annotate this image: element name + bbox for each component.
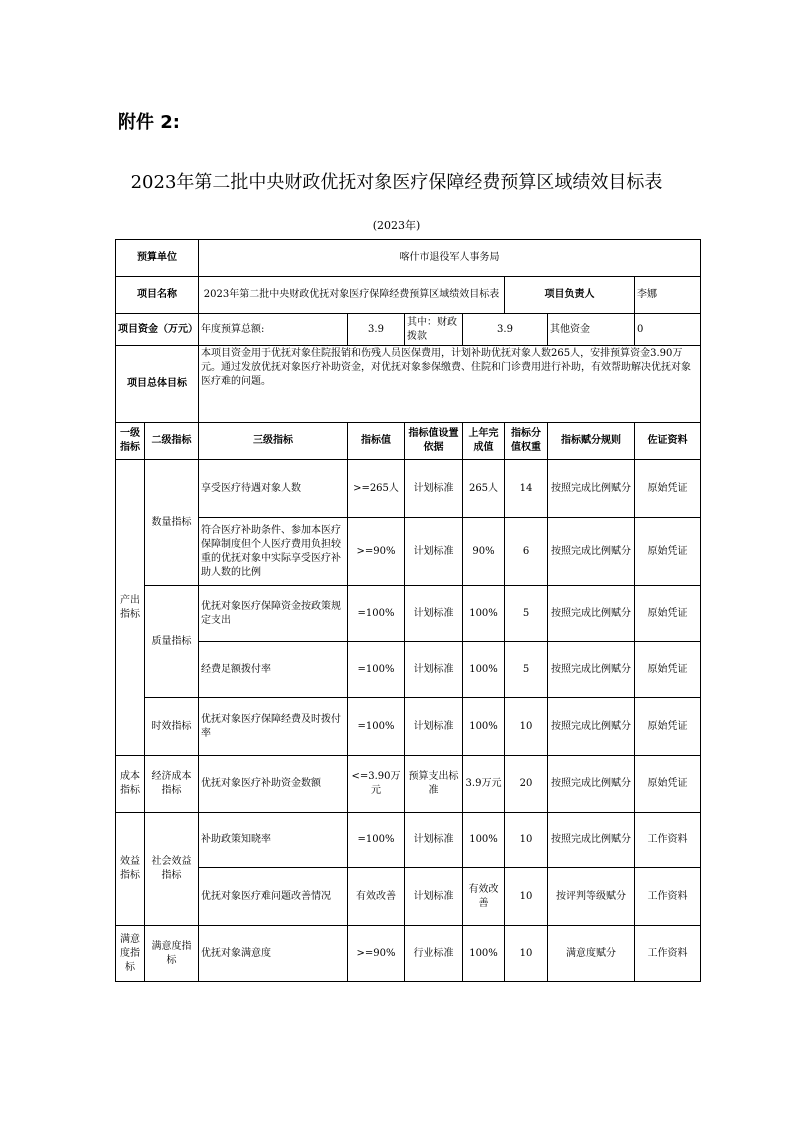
- basis-cell: 计划标准: [405, 813, 463, 868]
- header-cell: 指标赋分规则: [548, 423, 635, 460]
- value-cell: >=265人: [348, 460, 405, 518]
- rule-cell: 按照完成比例赋分: [548, 460, 635, 518]
- header-cell: 二级指标: [145, 423, 199, 460]
- weight-cell: 10: [505, 868, 548, 926]
- header-cell: 上年完成值: [463, 423, 505, 460]
- basis-cell: 预算支出标准: [405, 756, 463, 813]
- indicator-cell: 优抚对象满意度: [199, 926, 348, 982]
- last-year-cell: 有效改善: [463, 868, 505, 926]
- budget-unit-label: 预算单位: [116, 240, 199, 277]
- weight-cell: 10: [505, 698, 548, 756]
- basis-cell: 计划标准: [405, 518, 463, 586]
- last-year-cell: 100%: [463, 642, 505, 698]
- other-value: 0: [635, 314, 701, 346]
- basis-cell: 计划标准: [405, 642, 463, 698]
- evidence-cell: 原始凭证: [635, 756, 701, 813]
- header-row: [116, 423, 701, 460]
- indicator-cell: 优抚对象医疗保障资金按政策规定支出: [199, 586, 348, 642]
- value-cell: 有效改善: [348, 868, 405, 926]
- indicator-cell: 优抚对象医疗补助资金数额: [199, 756, 348, 813]
- header-cell: 指标分值权重: [505, 423, 548, 460]
- value-cell: =100%: [348, 698, 405, 756]
- weight-cell: 10: [505, 813, 548, 868]
- table-row: [116, 868, 701, 926]
- rule-cell: 按照完成比例赋分: [548, 518, 635, 586]
- rule-cell: 按照完成比例赋分: [548, 586, 635, 642]
- evidence-cell: 工作资料: [635, 926, 701, 982]
- header-cell: 佐证资料: [635, 423, 701, 460]
- indicator-cell: 经费足额拨付率: [199, 642, 348, 698]
- funds-row: [116, 314, 701, 346]
- indicator-cell: 符合医疗补助条件、参加本医疗保障制度但个人医疗费用负担较重的优抚对象中实际享受医疗补助人数的比例: [199, 518, 348, 586]
- annual-total-value: 3.9: [348, 314, 405, 346]
- funds-label: 项目资金（万元）: [116, 314, 199, 346]
- table-row: [116, 756, 701, 813]
- value-cell: =100%: [348, 642, 405, 698]
- value-cell: >=90%: [348, 518, 405, 586]
- indicator-cell: 优抚对象医疗难问题改善情况: [199, 868, 348, 926]
- header-cell: 三级指标: [199, 423, 348, 460]
- project-leader-label: 项目负责人: [505, 277, 635, 314]
- table-row: [116, 926, 701, 982]
- last-year-cell: 100%: [463, 813, 505, 868]
- value-cell: =100%: [348, 586, 405, 642]
- weight-cell: 10: [505, 926, 548, 982]
- rule-cell: 按照完成比例赋分: [548, 813, 635, 868]
- project-leader-value: 李娜: [635, 277, 701, 314]
- last-year-cell: 100%: [463, 586, 505, 642]
- last-year-cell: 100%: [463, 926, 505, 982]
- goal-text: 本项目资金用于优抚对象住院报销和伤残人员医保费用，计划补助优抚对象人数265人，安排预算资金3.90万元。通过发放优抚对象医疗补助资金，对优抚对象参保缴费、住院和门诊费用进行补助，有效帮助解决优抚对象医疗难的问题。: [199, 346, 701, 423]
- value-cell: =100%: [348, 813, 405, 868]
- rule-cell: 按照完成比例赋分: [548, 756, 635, 813]
- last-year-cell: 100%: [463, 698, 505, 756]
- basis-cell: 计划标准: [405, 460, 463, 518]
- page-title: 2023年第二批中央财政优抚对象医疗保障经费预算区域绩效目标表: [130, 172, 663, 193]
- value-cell: <=3.90万元: [348, 756, 405, 813]
- year-note: (2023年): [372, 219, 421, 232]
- goal-row: [116, 346, 701, 423]
- header-cell: 一级指标: [116, 423, 145, 460]
- goal-label: 项目总体目标: [116, 346, 199, 423]
- last-year-cell: 265人: [463, 460, 505, 518]
- rule-cell: 按照完成比例赋分: [548, 642, 635, 698]
- evidence-cell: 工作资料: [635, 868, 701, 926]
- header-cell: 指标值设置依据: [405, 423, 463, 460]
- level2-social: 社会效益指标: [145, 813, 199, 926]
- indicator-cell: 享受医疗待遇对象人数: [199, 460, 348, 518]
- level2-time: 时效指标: [145, 698, 199, 756]
- indicator-cell: 补助政策知晓率: [199, 813, 348, 868]
- level2-economic: 经济成本指标: [145, 756, 199, 813]
- last-year-cell: 3.9万元: [463, 756, 505, 813]
- level2-quality: 质量指标: [145, 586, 199, 698]
- table-row: [116, 813, 701, 868]
- weight-cell: 5: [505, 586, 548, 642]
- evidence-cell: 原始凭证: [635, 518, 701, 586]
- indicator-cell: 优抚对象医疗保障经费及时拨付率: [199, 698, 348, 756]
- table-row: [116, 586, 701, 642]
- fiscal-label: 其中：财政拨款: [405, 314, 463, 346]
- table-row: [116, 642, 701, 698]
- level1-output: 产出指标: [116, 460, 145, 756]
- level2-satisfaction: 满意度指标: [145, 926, 199, 982]
- table-row: [116, 518, 701, 586]
- attachment-label: 附件 2:: [118, 112, 180, 133]
- evidence-cell: 原始凭证: [635, 642, 701, 698]
- basis-cell: 计划标准: [405, 698, 463, 756]
- basis-cell: 行业标准: [405, 926, 463, 982]
- evidence-cell: 原始凭证: [635, 698, 701, 756]
- basis-cell: 计划标准: [405, 586, 463, 642]
- weight-cell: 14: [505, 460, 548, 518]
- header-cell: 指标值: [348, 423, 405, 460]
- level1-satisfaction: 满意度指标: [116, 926, 145, 982]
- level2-quantity: 数量指标: [145, 460, 199, 586]
- fiscal-value: 3.9: [463, 314, 548, 346]
- weight-cell: 20: [505, 756, 548, 813]
- basis-cell: 计划标准: [405, 868, 463, 926]
- value-cell: >=90%: [348, 926, 405, 982]
- annual-total-label: 年度预算总额:: [199, 314, 348, 346]
- rule-cell: 满意度赋分: [548, 926, 635, 982]
- level1-cost: 成本指标: [116, 756, 145, 813]
- project-name-row: [116, 277, 701, 314]
- budget-unit-value: 喀什市退役军人事务局: [199, 240, 701, 277]
- weight-cell: 5: [505, 642, 548, 698]
- rule-cell: 按照完成比例赋分: [548, 698, 635, 756]
- project-name-value: 2023年第二批中央财政优抚对象医疗保障经费预算区域绩效目标表: [199, 277, 505, 314]
- performance-table: [115, 239, 701, 982]
- weight-cell: 6: [505, 518, 548, 586]
- evidence-cell: 原始凭证: [635, 460, 701, 518]
- level1-benefit: 效益指标: [116, 813, 145, 926]
- other-label: 其他资金: [548, 314, 635, 346]
- rule-cell: 按评判等级赋分: [548, 868, 635, 926]
- evidence-cell: 工作资料: [635, 813, 701, 868]
- budget-unit-row: [116, 240, 701, 277]
- project-name-label: 项目名称: [116, 277, 199, 314]
- evidence-cell: 原始凭证: [635, 586, 701, 642]
- table-row: [116, 698, 701, 756]
- last-year-cell: 90%: [463, 518, 505, 586]
- table-row: [116, 460, 701, 518]
